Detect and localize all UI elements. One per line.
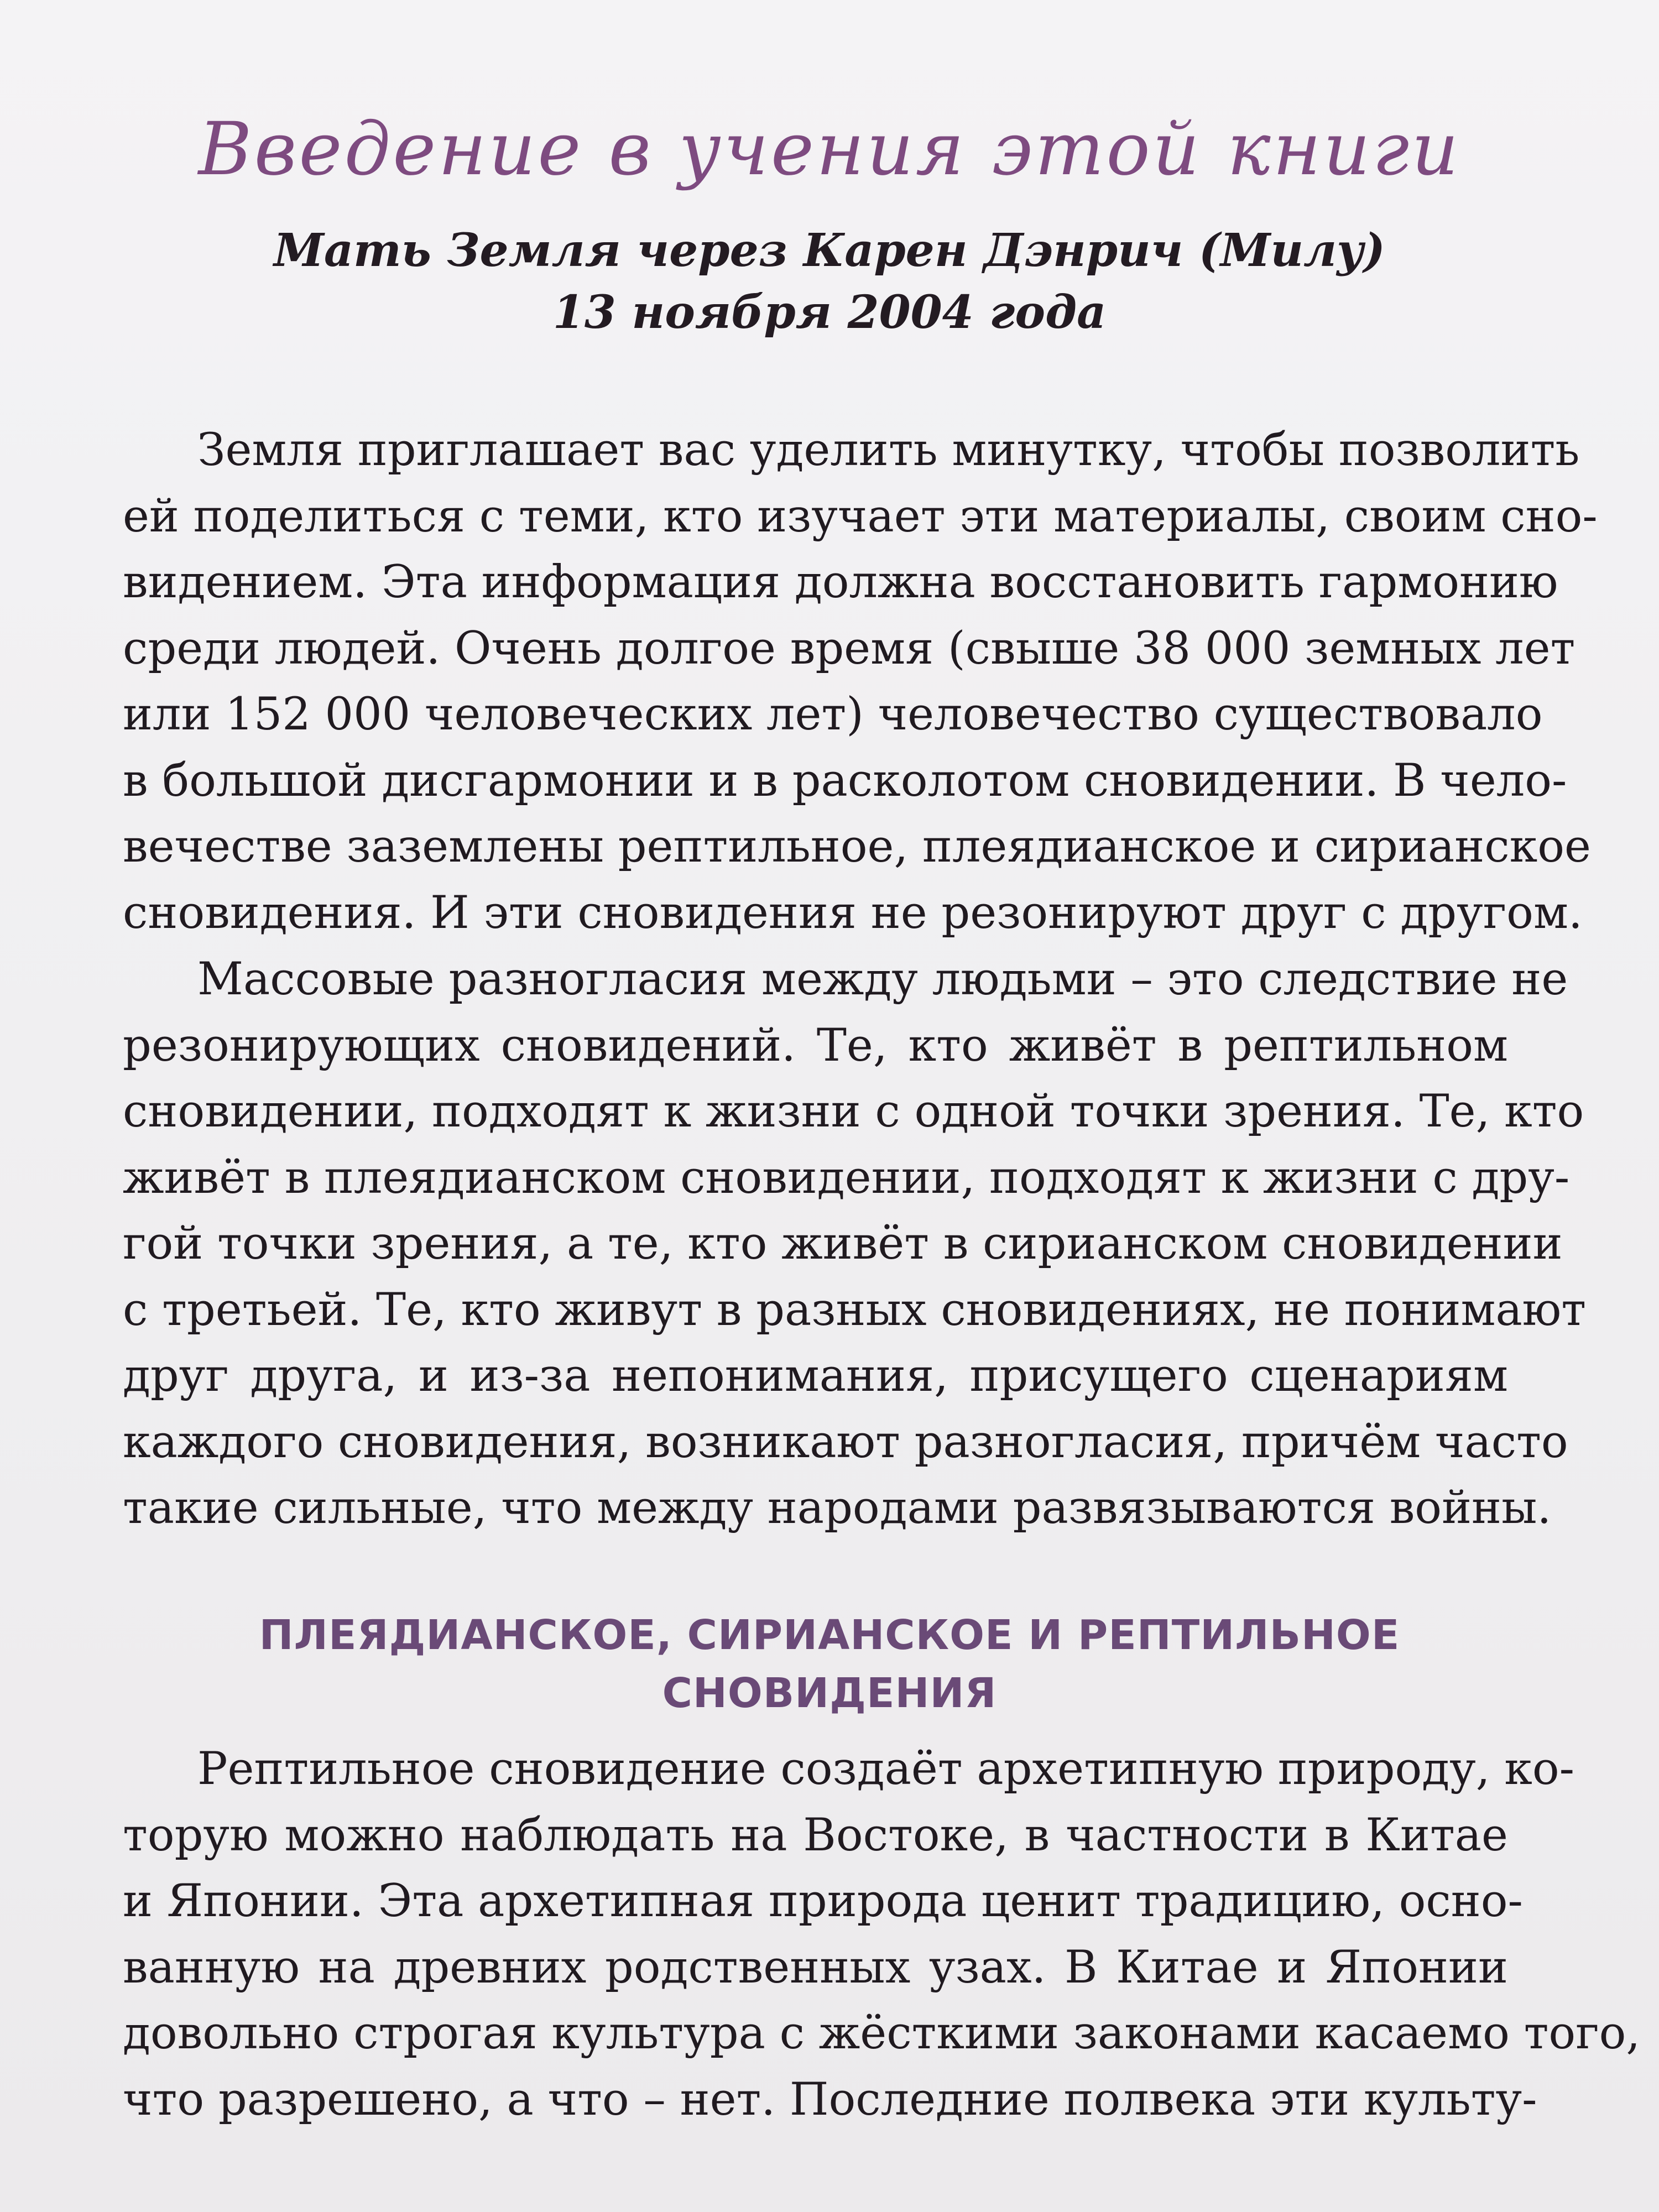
text-line: ей поделиться с теми, кто изучает эти материалы, своим сно- [123,490,1598,542]
byline-date: 13 ноября 2004 года [552,286,1107,339]
text-line: каждого сновидения, возникают разногласия, причём часто [123,1416,1568,1468]
paragraph-1 [123,418,1598,946]
text-line: живёт в плеядианском сновидении, подходят к жизни с дру- [123,1151,1570,1204]
text-line: видением. Эта информация должна восстановить гармонию [123,556,1558,608]
text-line: и Японии. Эта архетипная природа ценит традицию, осно- [123,1875,1523,1927]
byline-author: Мать Земля через Карен Дэнрич (Милу) [274,224,1385,277]
text-line: такие сильные, что между народами развязываются войны. [123,1482,1552,1534]
text-line: сновидения. И эти сновидения не резонируют друг с другом. [123,886,1583,939]
text-line: сновидении, подходят к жизни с одной точки зрения. Те, кто [123,1086,1584,1138]
text-line: Рептильное сновидение создаёт архетипную природу, ко- [197,1743,1575,1795]
text-line: ванную на древних родственных узах. В Китае и Японии [123,1941,1508,1994]
text-line: довольно строгая культура с жёсткими законами касаемо того, [123,2007,1641,2059]
text-line: вечестве заземлены рептильное, плеядианское и сирианское [123,821,1591,873]
text-line: в большой дисгармонии и в расколотом сновидении. В чело- [123,754,1567,807]
text-line: что разрешено, а что – нет. Последние полвека эти культу- [123,2073,1537,2126]
text-line: или 152 000 человеческих лет) человечество существовало [123,688,1543,740]
text-line: с третьей. Те, кто живут в разных сновидениях, не понимают [123,1284,1587,1336]
section-heading-line2: СНОВИДЕНИЯ [662,1670,997,1717]
text-line: друг друга, и из-за непонимания, присущего сценариям [123,1350,1508,1402]
text-line: гой точки зрения, а те, кто живёт в сирианском сновидении [123,1218,1563,1270]
text-line: торую можно наблюдать на Востоке, в частности в Китае [123,1809,1508,1861]
text-line: среди людей. Очень долгое время (свыше 38 000 земных лет [123,622,1575,675]
text-line: Массовые разногласия между людьми – это следствие не [197,953,1568,1005]
paragraph-2 [123,947,1587,1542]
text-line: резонирующих сновидений. Те, кто живёт в рептильном [123,1019,1508,1072]
text-line: Земля приглашает вас уделить минутку, чтобы позволить [197,424,1580,476]
section-heading-line1: ПЛЕЯДИАНСКОЕ, СИРИАНСКОЕ И РЕПТИЛЬНОЕ [259,1611,1400,1659]
paragraph-3 [123,1736,1641,2133]
chapter-title: Введение в учения этой книги [198,107,1461,192]
